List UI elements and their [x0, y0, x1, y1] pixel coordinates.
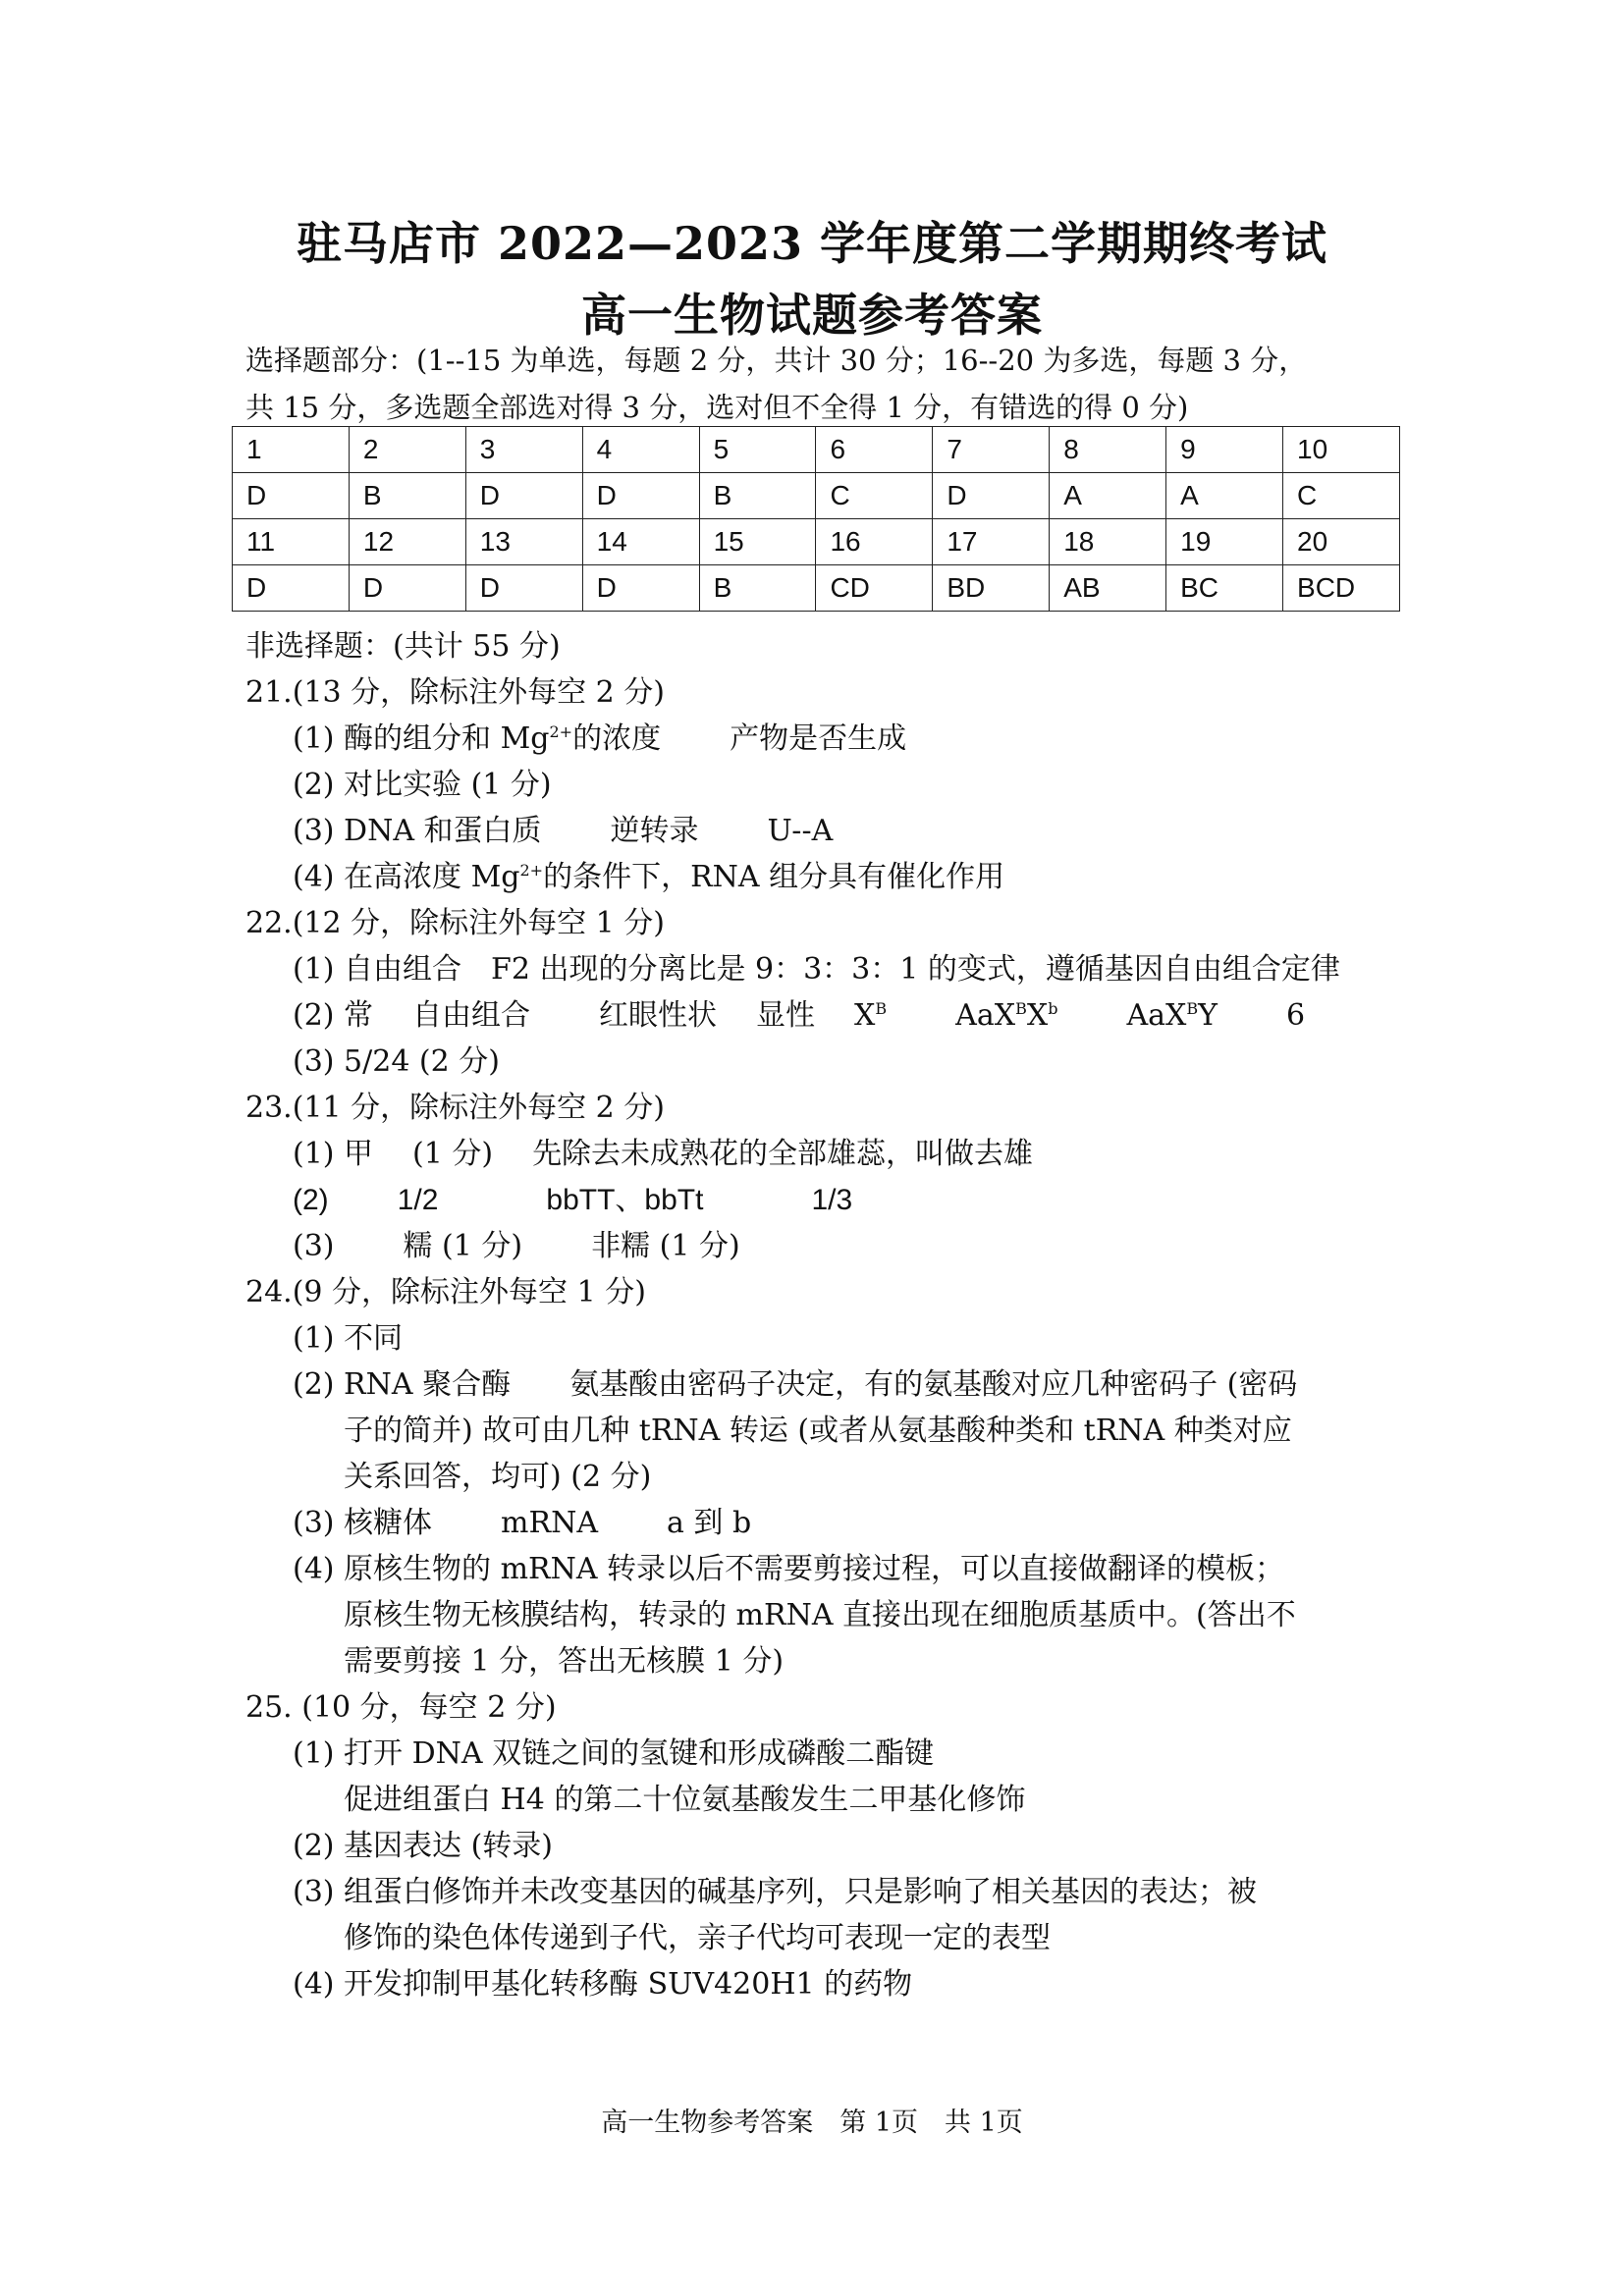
- table-cell: 20: [1283, 519, 1400, 565]
- q23-answer-3: (3) 糯 (1 分) 非糯 (1 分): [293, 1229, 740, 1263]
- table-row-answers: [233, 565, 1400, 612]
- q23-answer-1: (1) 甲 (1 分) 先除去未成熟花的全部雄蕊，叫做去雄: [293, 1137, 1034, 1171]
- choice-instructions-line1: 选择题部分：(1--15 为单选，每题 2 分，共计 30 分；16--20 为多选，每题 3 分，: [245, 344, 1308, 377]
- table-cell: BC: [1166, 565, 1283, 612]
- q22-answer-1: (1) 自由组合 F2 出现的分离比是 9：3：3：1 的变式，遵循基因自由组合定律: [293, 952, 1340, 987]
- table-cell: B: [699, 473, 816, 519]
- table-cell: C: [816, 473, 933, 519]
- q24-answer-3: (3) 核糖体 mRNA a 到 b: [293, 1506, 752, 1540]
- table-cell: 16: [816, 519, 933, 565]
- choice-instructions-line2: 共 15 分，多选题全部选对得 3 分，选对但不全得 1 分，有错选的得 0 分): [245, 391, 1189, 424]
- q25-answer-3-line1: (3) 组蛋白修饰并未改变基因的碱基序列，只是影响了相关基因的表达；被: [293, 1875, 1258, 1909]
- q25-answer-1-line2: 促进组蛋白 H4 的第二十位氨基酸发生二甲基化修饰: [344, 1783, 1026, 1817]
- q25-answer-1-line1: (1) 打开 DNA 双链之间的氢键和形成磷酸二酯键: [293, 1736, 935, 1771]
- table-cell: 18: [1050, 519, 1166, 565]
- table-cell: D: [465, 565, 582, 612]
- table-cell: 9: [1166, 427, 1283, 473]
- page-footer: 高一生物参考答案 第 1页 共 1页: [601, 2108, 1023, 2138]
- table-row-question-numbers: [233, 427, 1400, 473]
- table-cell: A: [1050, 473, 1166, 519]
- table-cell: C: [1283, 473, 1400, 519]
- table-cell: 13: [465, 519, 582, 565]
- table-cell: AB: [1050, 565, 1166, 612]
- q21-answer-3: (3) DNA 和蛋白质 逆转录 U--A: [293, 814, 834, 848]
- table-cell: B: [349, 473, 465, 519]
- q21-answer-4: (4) 在高浓度 $Mg^{2+}$的条件下，RNA 组分具有催化作用: [293, 860, 1005, 894]
- page-subtitle: 高一生物试题参考答案: [581, 289, 1043, 342]
- page-title: 驻马店市 2022—2023 学年度第二学期期终考试: [296, 217, 1328, 270]
- table-cell: 2: [349, 427, 465, 473]
- q22-heading: 22.(12 分，除标注外每空 1 分): [245, 906, 665, 940]
- table-row-answers: [233, 473, 1400, 519]
- table-cell: D: [233, 473, 350, 519]
- q24-answer-4-line2: 原核生物无核膜结构，转录的 mRNA 直接出现在细胞质基质中。(答出不: [344, 1598, 1296, 1632]
- q24-answer-1: (1) 不同: [293, 1321, 404, 1356]
- table-cell: 14: [582, 519, 699, 565]
- table-cell: 3: [465, 427, 582, 473]
- table-cell: D: [465, 473, 582, 519]
- q24-answer-4-line1: (4) 原核生物的 mRNA 转录以后不需要剪接过程，可以直接做翻译的模板；: [293, 1552, 1285, 1586]
- q25-answer-4: (4) 开发抑制甲基化转移酶 SUV420H1 的药物: [293, 1967, 913, 2002]
- table-cell: 1: [233, 427, 350, 473]
- q21-answer-1: (1) 酶的组分和 $Mg^{2+}$的浓度 产物是否生成: [293, 721, 907, 756]
- table-cell: 17: [933, 519, 1050, 565]
- table-cell: 19: [1166, 519, 1283, 565]
- table-cell: B: [699, 565, 816, 612]
- q21-heading: 21.(13 分，除标注外每空 2 分): [245, 675, 665, 710]
- table-cell: D: [582, 473, 699, 519]
- q24-heading: 24.(9 分，除标注外每空 1 分): [245, 1275, 646, 1309]
- q24-answer-2-line2: 子的简并) 故可由几种 tRNA 转运 (或者从氨基酸种类和 tRNA 种类对应: [344, 1414, 1292, 1448]
- table-cell: A: [1166, 473, 1283, 519]
- table-cell: 11: [233, 519, 350, 565]
- table-cell: 8: [1050, 427, 1166, 473]
- table-cell: 5: [699, 427, 816, 473]
- table-row-question-numbers: [233, 519, 1400, 565]
- table-cell: 4: [582, 427, 699, 473]
- q23-answer-2: (2) 1/2 bbTT、bbTt 1/3: [293, 1184, 853, 1216]
- table-cell: D: [933, 473, 1050, 519]
- q23-heading: 23.(11 分，除标注外每空 2 分): [245, 1091, 665, 1125]
- table-cell: BCD: [1283, 565, 1400, 612]
- q24-answer-2-line3: 关系回答，均可) (2 分): [344, 1460, 652, 1494]
- choice-answer-table: [232, 426, 1400, 612]
- q21-answer-2: (2) 对比实验 (1 分): [293, 768, 552, 802]
- q25-answer-3-line2: 修饰的染色体传递到子代，亲子代均可表现一定的表型: [344, 1921, 1051, 1955]
- table-cell: D: [349, 565, 465, 612]
- q22-answer-3: (3) 5/24 (2 分): [293, 1044, 500, 1079]
- table-cell: 15: [699, 519, 816, 565]
- q25-answer-2: (2) 基因表达 (转录): [293, 1829, 553, 1863]
- table-cell: BD: [933, 565, 1050, 612]
- table-cell: D: [582, 565, 699, 612]
- q25-heading: 25. (10 分，每空 2 分): [245, 1690, 557, 1725]
- table-cell: D: [233, 565, 350, 612]
- table-cell: 10: [1283, 427, 1400, 473]
- table-cell: 6: [816, 427, 933, 473]
- q22-answer-2: (2) 常 自由组合 红眼性状 显性 $X^B$ $AaX^BX^b$ AaX$^B$Y 6: [293, 998, 1306, 1033]
- nonchoice-heading: 非选择题：(共计 55 分): [245, 629, 561, 664]
- table-cell: CD: [816, 565, 933, 612]
- table-cell: 7: [933, 427, 1050, 473]
- q24-answer-2-line1: (2) RNA 聚合酶 氨基酸由密码子决定，有的氨基酸对应几种密码子 (密码: [293, 1367, 1298, 1402]
- q24-answer-4-line3: 需要剪接 1 分，答出无核膜 1 分): [344, 1644, 785, 1679]
- table-cell: 12: [349, 519, 465, 565]
